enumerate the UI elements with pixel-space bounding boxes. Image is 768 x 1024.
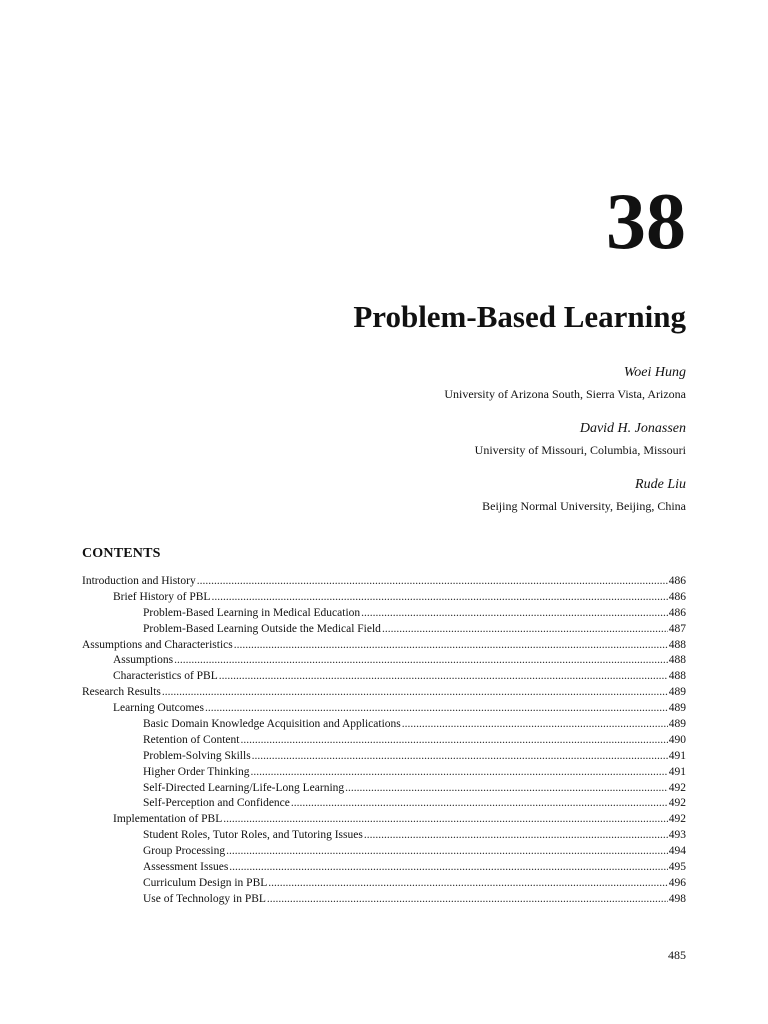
toc-entry[interactable] [82,892,686,908]
toc-entry[interactable] [82,828,686,844]
toc-entry-title: Self-Directed Learning/Life-Long Learning [143,781,345,794]
toc-leader-dots [162,685,668,701]
toc-leader-dots [226,844,668,860]
toc-entry-title: Implementation of PBL [113,813,223,826]
toc-entry-page: 486 [668,575,686,587]
toc-entry[interactable] [82,844,686,860]
author-block [475,420,686,458]
toc-entry[interactable] [82,717,686,733]
toc-entry-title: Problem-Based Learning Outside the Medical Field [143,622,381,635]
toc-entry[interactable] [82,653,686,669]
author-name: David H. Jonassen [579,421,686,436]
toc-entry[interactable] [82,590,686,606]
chapter-title: Problem-Based Learning [353,299,686,334]
toc-entry-page: 491 [668,749,686,762]
toc-entry-page: 488 [668,670,686,683]
toc-entry-title: Characteristics of PBL [113,670,218,683]
toc-leader-dots [240,733,667,749]
toc-entry-title: Group Processing [143,845,226,858]
toc-leader-dots [219,669,668,685]
toc-entry-page: 486 [668,590,686,603]
toc-entry-page: 489 [668,686,686,699]
toc-leader-dots [402,717,668,733]
toc-entry-title: Research Results [82,686,161,699]
toc-entry-title: Assumptions [113,654,174,667]
toc-entry[interactable] [82,749,686,765]
toc-entry[interactable] [82,701,686,717]
toc-entry-title: Student Roles, Tutor Roles, and Tutoring Issues [143,829,363,842]
toc-leader-dots [267,892,668,908]
toc-entry-title: Higher Order Thinking [143,765,250,778]
contents-heading: CONTENTS [82,546,161,561]
toc-entry-title: Assumptions and Characteristics [82,638,233,651]
toc-entry-title: Self-Perception and Confidence [143,797,290,810]
toc-leader-dots [382,622,668,638]
toc-entry[interactable] [82,574,686,590]
toc-entry-page: 498 [668,892,686,905]
toc-leader-dots [234,638,668,654]
toc-entry-page: 495 [668,861,686,874]
toc-entry[interactable] [82,638,686,654]
author-affiliation: University of Arizona South, Sierra Vista, Arizona [444,387,686,401]
toc-entry[interactable] [82,876,686,892]
toc-leader-dots [229,860,667,876]
toc-entry-title: Problem-Solving Skills [143,749,251,762]
toc-leader-dots [361,606,668,622]
toc-leader-dots [205,701,668,717]
toc-entry-page: 492 [668,797,686,810]
toc-entry-page: 491 [668,765,686,778]
toc-entry-title: Use of Technology in PBL [143,892,266,905]
toc-entry-page: 494 [668,845,686,858]
toc-entry-title: Brief History of PBL [113,590,211,603]
toc-entry-page: 488 [668,638,686,651]
toc-leader-dots [250,765,667,781]
toc-entry[interactable] [82,812,686,828]
author-block [482,476,686,514]
toc-entry[interactable] [82,685,686,701]
toc-leader-dots [252,749,668,765]
toc-leader-dots [211,590,667,606]
toc-entry-title: Retention of Content [143,733,240,746]
toc-entry-page: 496 [668,876,686,889]
toc-entry-title: Introduction and History [82,575,196,587]
toc-leader-dots [345,781,668,797]
chapter-number: 38 [606,178,686,266]
toc-entry-page: 486 [668,606,686,619]
author-affiliation: Beijing Normal University, Beijing, China [482,499,686,513]
toc-entry[interactable] [82,796,686,812]
toc-leader-dots [291,796,668,812]
table-of-contents [82,574,686,908]
author-affiliation: University of Missouri, Columbia, Missouri [474,443,686,457]
author-name: Rude Liu [635,477,686,492]
toc-entry-title: Problem-Based Learning in Medical Education [143,606,361,619]
toc-entry-page: 493 [668,829,686,842]
toc-entry-page: 490 [668,733,686,746]
toc-entry[interactable] [82,622,686,638]
toc-entry-title: Curriculum Design in PBL [143,876,268,889]
toc-entry[interactable] [82,606,686,622]
toc-leader-dots [174,653,668,669]
toc-entry-page: 489 [668,702,686,715]
toc-entry[interactable] [82,781,686,797]
toc-leader-dots [197,574,668,590]
toc-leader-dots [364,828,668,844]
toc-entry-page: 489 [668,718,686,731]
author-block [444,364,686,402]
toc-entry-title: Assessment Issues [143,861,229,874]
toc-entry[interactable] [82,669,686,685]
toc-entry-title: Learning Outcomes [113,702,205,715]
toc-entry[interactable] [82,860,686,876]
toc-leader-dots [268,876,667,892]
toc-entry-page: 487 [668,622,686,635]
toc-entry[interactable] [82,765,686,781]
page-number: 485 [668,948,686,962]
toc-entry-page: 488 [668,654,686,667]
toc-entry[interactable] [82,733,686,749]
toc-entry-page: 492 [668,781,686,794]
toc-entry-page: 492 [668,813,686,826]
author-name: Woei Hung [623,365,686,380]
toc-leader-dots [223,812,668,828]
toc-entry-title: Basic Domain Knowledge Acquisition and Applications [143,718,401,731]
